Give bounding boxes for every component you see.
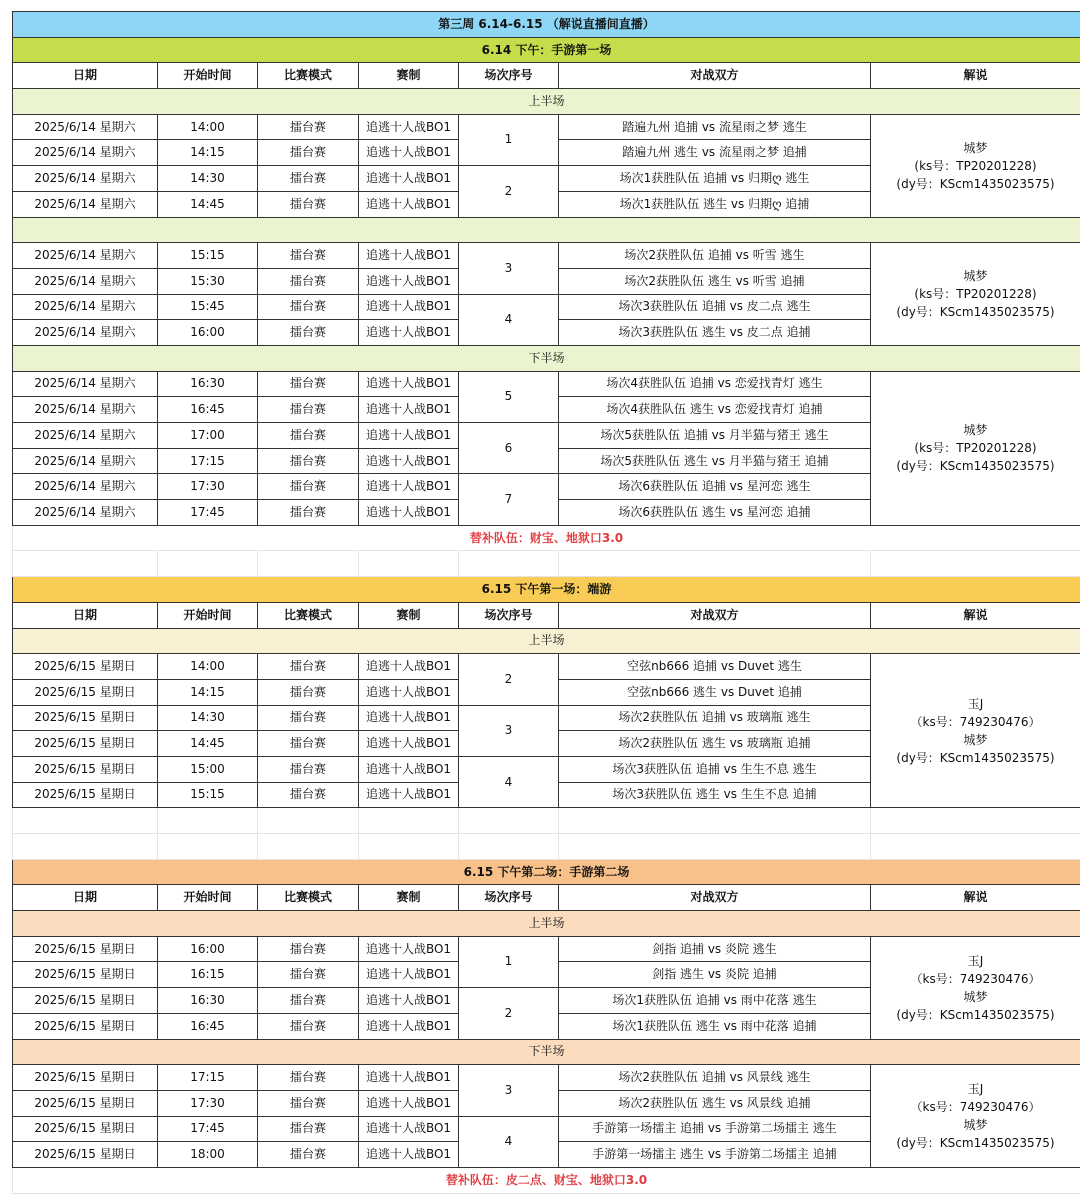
pair-cell: 场次3获胜队伍 追捕 vs 皮二点 逃生 — [559, 294, 871, 320]
table-row — [13, 114, 1080, 140]
format-cell: 追逃十人战BO1 — [359, 243, 459, 269]
format-cell: 追逃十人战BO1 — [359, 1090, 459, 1116]
mode-cell: 擂台赛 — [258, 397, 359, 423]
table-row — [13, 1065, 1080, 1091]
date-cell: 2025/6/14 星期六 — [13, 423, 158, 449]
format-cell: 追逃十人战BO1 — [359, 268, 459, 294]
time-cell: 16:30 — [158, 988, 258, 1014]
mode-cell: 擂台赛 — [258, 1090, 359, 1116]
schedule-table — [12, 11, 1080, 1194]
mode-cell: 擂台赛 — [258, 962, 359, 988]
pair-cell: 场次2获胜队伍 追捕 vs 风景线 逃生 — [559, 1065, 871, 1091]
col-header-format: 赛制 — [359, 63, 459, 89]
time-cell: 16:45 — [158, 397, 258, 423]
spacer-row — [13, 551, 1080, 577]
format-cell: 追逃十人战BO1 — [359, 166, 459, 192]
format-cell: 追逃十人战BO1 — [359, 782, 459, 808]
caster-line: 玉J — [967, 696, 984, 711]
col-header-seq: 场次序号 — [459, 885, 559, 911]
half-label: 上半场 — [13, 628, 1080, 654]
pair-cell: 场次1获胜队伍 追捕 vs 归期ღ 逃生 — [559, 166, 871, 192]
time-cell: 17:00 — [158, 423, 258, 449]
pair-cell: 场次2获胜队伍 追捕 vs 玻璃瓶 逃生 — [559, 705, 871, 731]
caster-line: (dy号：KScm1435023575) — [896, 750, 1055, 765]
col-header-pair: 对战双方 — [559, 63, 871, 89]
schedule-sheet — [12, 11, 1080, 1194]
caster-cell — [871, 243, 1080, 346]
col-header-date: 日期 — [13, 602, 158, 628]
col-header-date: 日期 — [13, 63, 158, 89]
caster-line: 玉J — [967, 1082, 984, 1097]
caster-line: （ks号：749230476） — [910, 1100, 1041, 1115]
format-cell: 追逃十人战BO1 — [359, 962, 459, 988]
column-header-row — [13, 885, 1080, 911]
date-cell: 2025/6/14 星期六 — [13, 268, 158, 294]
date-cell: 2025/6/14 星期六 — [13, 500, 158, 526]
table-row — [13, 371, 1080, 397]
pair-cell: 手游第一场擂主 逃生 vs 手游第二场擂主 追捕 — [559, 1142, 871, 1168]
caster-line: 城梦 — [963, 1118, 988, 1133]
pair-cell: 场次3获胜队伍 逃生 vs 生生不息 追捕 — [559, 782, 871, 808]
mode-cell: 擂台赛 — [258, 731, 359, 757]
time-cell: 17:15 — [158, 1065, 258, 1091]
time-cell: 17:45 — [158, 500, 258, 526]
caster-line: (dy号：KScm1435023575) — [896, 459, 1055, 474]
col-header-mode: 比赛模式 — [258, 885, 359, 911]
mode-cell: 擂台赛 — [258, 268, 359, 294]
caster-line: 玉J — [967, 953, 984, 968]
caster-line: 城梦 — [963, 140, 988, 155]
seq-cell: 3 — [459, 1065, 559, 1116]
caster-line: (ks号：TP20201228) — [914, 287, 1037, 302]
time-cell: 16:45 — [158, 1013, 258, 1039]
col-header-pair: 对战双方 — [559, 885, 871, 911]
pair-cell: 场次4获胜队伍 追捕 vs 恋爱找青灯 逃生 — [559, 371, 871, 397]
caster-cell — [871, 654, 1080, 808]
half-label: 下半场 — [13, 345, 1080, 371]
format-cell: 追逃十人战BO1 — [359, 756, 459, 782]
time-cell: 15:15 — [158, 243, 258, 269]
format-cell: 追逃十人战BO1 — [359, 474, 459, 500]
caster-line: （ks号：749230476） — [910, 714, 1041, 729]
mode-cell: 擂台赛 — [258, 988, 359, 1014]
format-cell: 追逃十人战BO1 — [359, 448, 459, 474]
pair-cell: 场次3获胜队伍 逃生 vs 皮二点 追捕 — [559, 320, 871, 346]
table-row — [13, 243, 1080, 269]
pair-cell: 场次2获胜队伍 追捕 vs 听雪 逃生 — [559, 243, 871, 269]
date-cell: 2025/6/15 星期日 — [13, 756, 158, 782]
spacer-row — [13, 808, 1080, 834]
time-cell: 14:45 — [158, 191, 258, 217]
pair-cell: 场次2获胜队伍 逃生 vs 玻璃瓶 追捕 — [559, 731, 871, 757]
time-cell: 14:15 — [158, 679, 258, 705]
date-cell: 2025/6/15 星期日 — [13, 731, 158, 757]
date-cell: 2025/6/14 星期六 — [13, 166, 158, 192]
time-cell: 17:30 — [158, 1090, 258, 1116]
format-cell: 追逃十人战BO1 — [359, 423, 459, 449]
col-header-mode: 比赛模式 — [258, 63, 359, 89]
spacer-row — [13, 834, 1080, 860]
time-cell: 14:30 — [158, 705, 258, 731]
mode-cell: 擂台赛 — [258, 191, 359, 217]
col-header-mode: 比赛模式 — [258, 602, 359, 628]
mode-cell: 擂台赛 — [258, 654, 359, 680]
section-title: 6.15 下午第二场：手游第二场 — [13, 859, 1080, 885]
seq-cell: 3 — [459, 243, 559, 294]
pair-cell: 场次6获胜队伍 逃生 vs 星河恋 追捕 — [559, 500, 871, 526]
mode-cell: 擂台赛 — [258, 782, 359, 808]
caster-line: 城梦 — [963, 423, 988, 438]
pair-cell: 场次4获胜队伍 逃生 vs 恋爱找青灯 追捕 — [559, 397, 871, 423]
format-cell: 追逃十人战BO1 — [359, 1013, 459, 1039]
pair-cell: 场次5获胜队伍 追捕 vs 月半猫与猪王 逃生 — [559, 423, 871, 449]
mode-cell: 擂台赛 — [258, 371, 359, 397]
time-cell: 14:00 — [158, 654, 258, 680]
seq-cell: 5 — [459, 371, 559, 422]
caster-line: 城梦 — [963, 269, 988, 284]
pair-cell: 场次1获胜队伍 追捕 vs 雨中花落 逃生 — [559, 988, 871, 1014]
col-header-caster: 解说 — [871, 602, 1080, 628]
col-header-date: 日期 — [13, 885, 158, 911]
section-title: 6.15 下午第一场：端游 — [13, 577, 1080, 603]
pair-cell: 空弦nb666 逃生 vs Duvet 追捕 — [559, 679, 871, 705]
half-label: 上半场 — [13, 911, 1080, 937]
col-header-caster: 解说 — [871, 63, 1080, 89]
col-header-time: 开始时间 — [158, 63, 258, 89]
date-cell: 2025/6/15 星期日 — [13, 988, 158, 1014]
mode-cell: 擂台赛 — [258, 1013, 359, 1039]
format-cell: 追逃十人战BO1 — [359, 397, 459, 423]
col-header-pair: 对战双方 — [559, 602, 871, 628]
date-cell: 2025/6/14 星期六 — [13, 397, 158, 423]
caster-cell — [871, 371, 1080, 525]
pair-cell: 场次2获胜队伍 逃生 vs 听雪 追捕 — [559, 268, 871, 294]
time-cell: 15:30 — [158, 268, 258, 294]
section-title: 6.14 下午：手游第一场 — [13, 37, 1080, 63]
col-header-caster: 解说 — [871, 885, 1080, 911]
date-cell: 2025/6/15 星期日 — [13, 705, 158, 731]
time-cell: 17:45 — [158, 1116, 258, 1142]
seq-cell: 2 — [459, 654, 559, 705]
format-cell: 追逃十人战BO1 — [359, 654, 459, 680]
col-header-time: 开始时间 — [158, 602, 258, 628]
format-cell: 追逃十人战BO1 — [359, 114, 459, 140]
format-cell: 追逃十人战BO1 — [359, 140, 459, 166]
seq-cell: 1 — [459, 936, 559, 987]
seq-cell: 4 — [459, 294, 559, 345]
date-cell: 2025/6/15 星期日 — [13, 1013, 158, 1039]
format-cell: 追逃十人战BO1 — [359, 1065, 459, 1091]
date-cell: 2025/6/15 星期日 — [13, 1065, 158, 1091]
mode-cell: 擂台赛 — [258, 679, 359, 705]
date-cell: 2025/6/14 星期六 — [13, 243, 158, 269]
caster-cell — [871, 1065, 1080, 1168]
format-cell: 追逃十人战BO1 — [359, 294, 459, 320]
caster-line: (dy号：KScm1435023575) — [896, 1007, 1055, 1022]
date-cell: 2025/6/14 星期六 — [13, 371, 158, 397]
seq-cell: 7 — [459, 474, 559, 525]
format-cell: 追逃十人战BO1 — [359, 679, 459, 705]
time-cell: 17:15 — [158, 448, 258, 474]
time-cell: 15:45 — [158, 294, 258, 320]
date-cell: 2025/6/15 星期日 — [13, 1090, 158, 1116]
half-label: 下半场 — [13, 1039, 1080, 1065]
caster-line: (dy号：KScm1435023575) — [896, 305, 1055, 320]
date-cell: 2025/6/14 星期六 — [13, 114, 158, 140]
mode-cell: 擂台赛 — [258, 474, 359, 500]
seq-cell: 6 — [459, 423, 559, 474]
mode-cell: 擂台赛 — [258, 114, 359, 140]
time-cell: 15:00 — [158, 756, 258, 782]
caster-line: （ks号：749230476） — [910, 971, 1041, 986]
caster-cell — [871, 114, 1080, 217]
format-cell: 追逃十人战BO1 — [359, 191, 459, 217]
caster-line: (ks号：TP20201228) — [914, 158, 1037, 173]
mode-cell: 擂台赛 — [258, 1142, 359, 1168]
pair-cell: 场次1获胜队伍 逃生 vs 归期ღ 追捕 — [559, 191, 871, 217]
format-cell: 追逃十人战BO1 — [359, 500, 459, 526]
pair-cell: 剑指 追捕 vs 炎院 逃生 — [559, 936, 871, 962]
mode-cell: 擂台赛 — [258, 1116, 359, 1142]
date-cell: 2025/6/15 星期日 — [13, 679, 158, 705]
mode-cell: 擂台赛 — [258, 756, 359, 782]
date-cell: 2025/6/15 星期日 — [13, 1116, 158, 1142]
pair-cell: 剑指 逃生 vs 炎院 追捕 — [559, 962, 871, 988]
mode-cell: 擂台赛 — [258, 1065, 359, 1091]
time-cell: 14:45 — [158, 731, 258, 757]
pair-cell: 场次1获胜队伍 逃生 vs 雨中花落 追捕 — [559, 1013, 871, 1039]
date-cell: 2025/6/15 星期日 — [13, 936, 158, 962]
date-cell: 2025/6/14 星期六 — [13, 294, 158, 320]
time-cell: 14:15 — [158, 140, 258, 166]
format-cell: 追逃十人战BO1 — [359, 1116, 459, 1142]
table-row — [13, 654, 1080, 680]
mode-cell: 擂台赛 — [258, 243, 359, 269]
break-row — [13, 217, 1080, 243]
mode-cell: 擂台赛 — [258, 500, 359, 526]
seq-cell: 2 — [459, 988, 559, 1039]
schedule-title: 第三周 6.14-6.15 （解说直播间直播） — [13, 12, 1080, 38]
mode-cell: 擂台赛 — [258, 166, 359, 192]
date-cell: 2025/6/14 星期六 — [13, 320, 158, 346]
table-row — [13, 936, 1080, 962]
date-cell: 2025/6/14 星期六 — [13, 448, 158, 474]
format-cell: 追逃十人战BO1 — [359, 731, 459, 757]
date-cell: 2025/6/14 星期六 — [13, 191, 158, 217]
col-header-format: 赛制 — [359, 602, 459, 628]
format-cell: 追逃十人战BO1 — [359, 1142, 459, 1168]
col-header-format: 赛制 — [359, 885, 459, 911]
caster-cell — [871, 936, 1080, 1039]
time-cell: 16:15 — [158, 962, 258, 988]
seq-cell: 2 — [459, 166, 559, 217]
mode-cell: 擂台赛 — [258, 448, 359, 474]
mode-cell: 擂台赛 — [258, 423, 359, 449]
pair-cell: 场次3获胜队伍 追捕 vs 生生不息 逃生 — [559, 756, 871, 782]
caster-line: (dy号：KScm1435023575) — [896, 1136, 1055, 1151]
seq-cell: 4 — [459, 1116, 559, 1167]
time-cell: 15:15 — [158, 782, 258, 808]
caster-line: 城梦 — [963, 989, 988, 1004]
substitutes-note: 替补队伍：财宝、地狱口3.0 — [13, 525, 1080, 551]
time-cell: 16:00 — [158, 320, 258, 346]
caster-line: (dy号：KScm1435023575) — [896, 176, 1055, 191]
column-header-row — [13, 602, 1080, 628]
time-cell: 14:30 — [158, 166, 258, 192]
pair-cell: 踏遍九州 逃生 vs 流星雨之梦 追捕 — [559, 140, 871, 166]
time-cell: 16:30 — [158, 371, 258, 397]
half-label: 上半场 — [13, 89, 1080, 115]
mode-cell: 擂台赛 — [258, 705, 359, 731]
column-header-row — [13, 63, 1080, 89]
format-cell: 追逃十人战BO1 — [359, 936, 459, 962]
format-cell: 追逃十人战BO1 — [359, 320, 459, 346]
mode-cell: 擂台赛 — [258, 936, 359, 962]
time-cell: 17:30 — [158, 474, 258, 500]
pair-cell: 场次2获胜队伍 逃生 vs 风景线 追捕 — [559, 1090, 871, 1116]
time-cell: 18:00 — [158, 1142, 258, 1168]
mode-cell: 擂台赛 — [258, 140, 359, 166]
date-cell: 2025/6/15 星期日 — [13, 1142, 158, 1168]
mode-cell: 擂台赛 — [258, 320, 359, 346]
date-cell: 2025/6/15 星期日 — [13, 782, 158, 808]
date-cell: 2025/6/14 星期六 — [13, 474, 158, 500]
mode-cell: 擂台赛 — [258, 294, 359, 320]
seq-cell: 4 — [459, 756, 559, 807]
pair-cell: 场次5获胜队伍 逃生 vs 月半猫与猪王 追捕 — [559, 448, 871, 474]
date-cell: 2025/6/15 星期日 — [13, 654, 158, 680]
date-cell: 2025/6/15 星期日 — [13, 962, 158, 988]
time-cell: 16:00 — [158, 936, 258, 962]
col-header-seq: 场次序号 — [459, 602, 559, 628]
format-cell: 追逃十人战BO1 — [359, 371, 459, 397]
pair-cell: 手游第一场擂主 追捕 vs 手游第二场擂主 逃生 — [559, 1116, 871, 1142]
format-cell: 追逃十人战BO1 — [359, 988, 459, 1014]
col-header-seq: 场次序号 — [459, 63, 559, 89]
caster-line: (ks号：TP20201228) — [914, 441, 1037, 456]
seq-cell: 1 — [459, 114, 559, 165]
pair-cell: 场次6获胜队伍 追捕 vs 星河恋 逃生 — [559, 474, 871, 500]
substitutes-note: 替补队伍：皮二点、财宝、地狱口3.0 — [13, 1167, 1080, 1193]
time-cell: 14:00 — [158, 114, 258, 140]
pair-cell: 踏遍九州 追捕 vs 流星雨之梦 逃生 — [559, 114, 871, 140]
date-cell: 2025/6/14 星期六 — [13, 140, 158, 166]
caster-line: 城梦 — [963, 732, 988, 747]
seq-cell: 3 — [459, 705, 559, 756]
format-cell: 追逃十人战BO1 — [359, 705, 459, 731]
col-header-time: 开始时间 — [158, 885, 258, 911]
pair-cell: 空弦nb666 追捕 vs Duvet 逃生 — [559, 654, 871, 680]
